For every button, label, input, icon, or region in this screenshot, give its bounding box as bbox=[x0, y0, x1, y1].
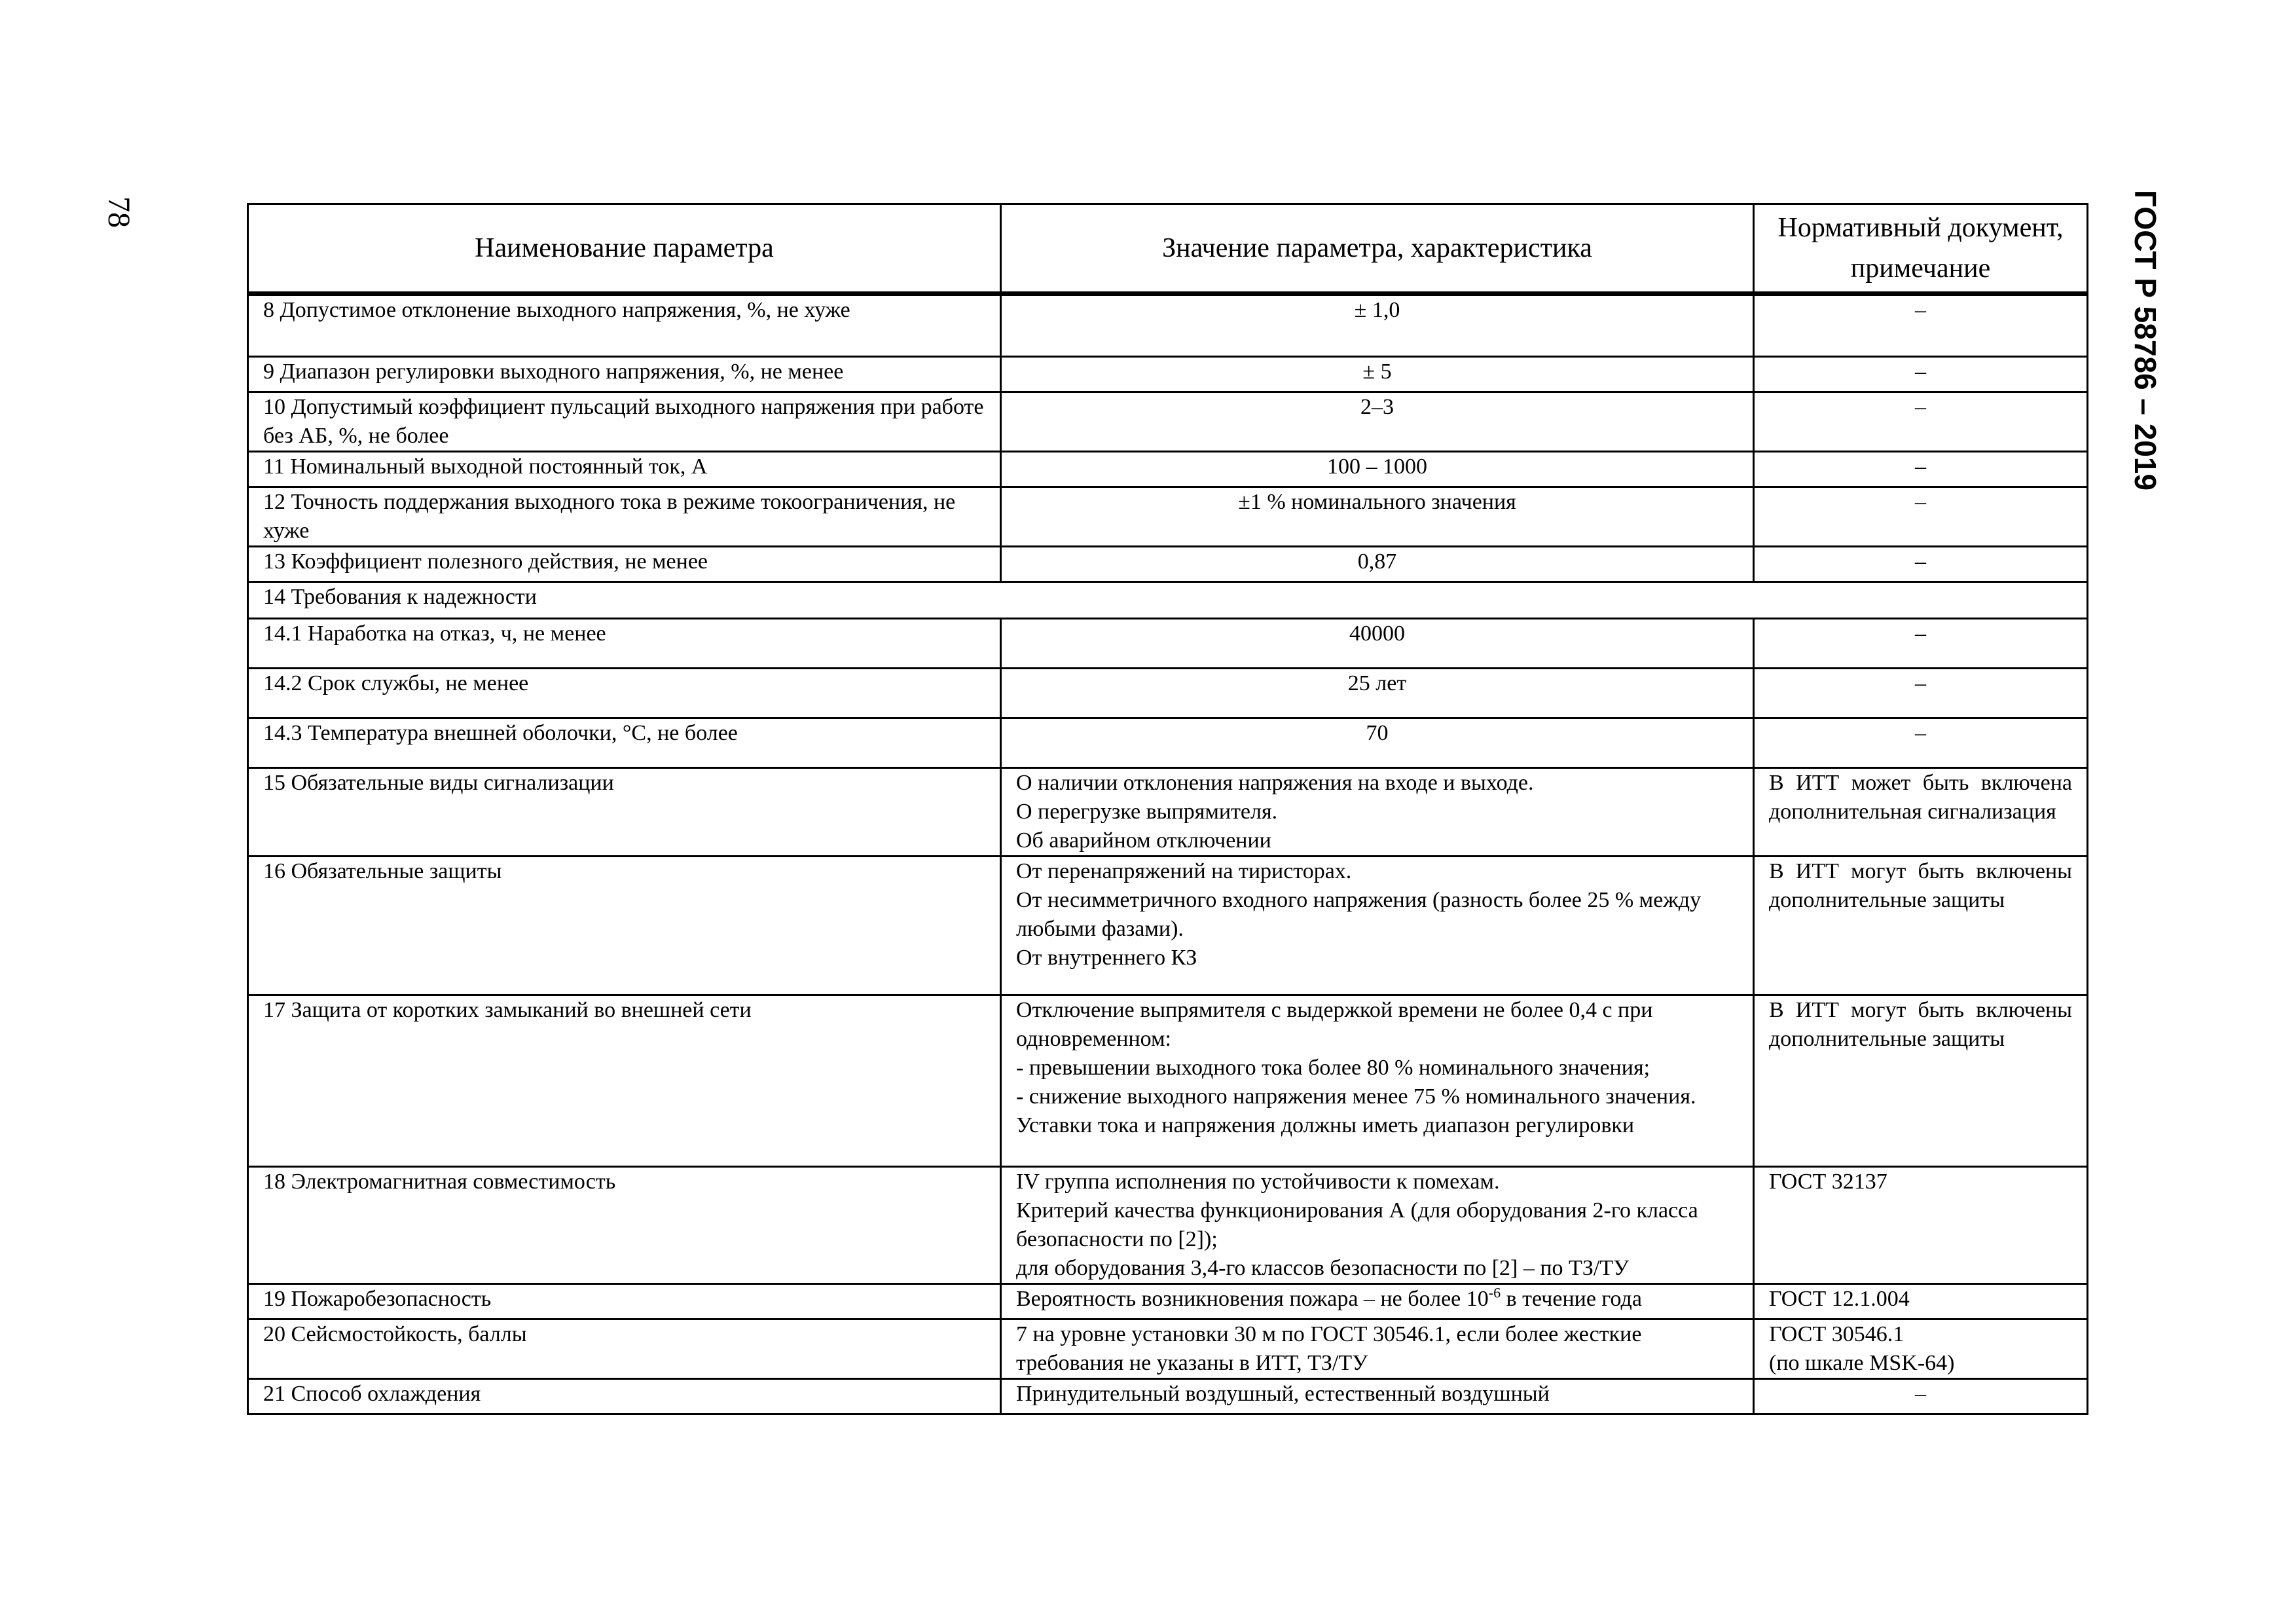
parameter-note: – bbox=[1754, 1379, 2088, 1414]
parameter-note: – bbox=[1754, 547, 2088, 582]
parameter-name: 20 Сейсмостойкость, баллы bbox=[248, 1320, 1001, 1379]
table-row bbox=[248, 547, 2088, 582]
parameter-value: 25 лет bbox=[1001, 669, 1754, 718]
value-line: Критерий качества функционирования А (для оборудования 2-го класса безопасности по [2]); bbox=[1016, 1198, 1698, 1251]
table-row bbox=[248, 452, 2088, 487]
parameter-note: – bbox=[1754, 718, 2088, 768]
parameter-note: В ИТТ могут быть включены дополнительные защиты bbox=[1754, 995, 2088, 1167]
parameter-value: 70 bbox=[1001, 718, 1754, 768]
value-exponent: -6 bbox=[1488, 1284, 1501, 1301]
section-row bbox=[248, 582, 2088, 619]
parameter-name: 21 Способ охлаждения bbox=[248, 1379, 1001, 1414]
note-line: ГОСТ 30546.1 bbox=[1769, 1322, 1904, 1346]
value-text: Вероятность возникновения пожара – не более 10 bbox=[1016, 1287, 1489, 1311]
parameter-note: В ИТТ может быть включена дополнительная сигнализация bbox=[1754, 768, 2088, 857]
value-line: Отключение выпрямителя с выдержкой времени не более 0,4 с при одновременном: bbox=[1016, 998, 1653, 1051]
page-number: 78 bbox=[101, 196, 136, 228]
table-row bbox=[248, 669, 2088, 718]
parameter-name: 14.2 Срок службы, не менее bbox=[248, 669, 1001, 718]
header-parameter-name: Наименование параметра bbox=[248, 204, 1001, 294]
parameter-value: ±1 % номинального значения bbox=[1001, 487, 1754, 547]
parameter-value: Принудительный воздушный, естественный воздушный bbox=[1001, 1379, 1754, 1414]
parameter-name: 9 Диапазон регулировки выходного напряжения, %, не менее bbox=[248, 357, 1001, 392]
parameter-value: 0,87 bbox=[1001, 547, 1754, 582]
table-row bbox=[248, 294, 2088, 357]
header-parameter-value: Значение параметра, характеристика bbox=[1001, 204, 1754, 294]
value-text-end: в течение года bbox=[1501, 1287, 1642, 1311]
parameter-value: ± 5 bbox=[1001, 357, 1754, 392]
parameters-table bbox=[247, 203, 2088, 1415]
parameter-note: – bbox=[1754, 357, 2088, 392]
parameter-value bbox=[1001, 995, 1754, 1167]
parameter-name: 12 Точность поддержания выходного тока в режиме токоограничения, не хуже bbox=[248, 487, 1001, 547]
parameter-value: 100 – 1000 bbox=[1001, 452, 1754, 487]
parameter-name: 18 Электромагнитная совместимость bbox=[248, 1167, 1001, 1284]
parameter-note: – bbox=[1754, 619, 2088, 669]
value-line: - превышении выходного тока более 80 % номинального значения; bbox=[1016, 1056, 1650, 1080]
section-title: 14 Требования к надежности bbox=[248, 582, 2088, 619]
table-row bbox=[248, 487, 2088, 547]
table-row bbox=[248, 619, 2088, 669]
parameter-note: – bbox=[1754, 294, 2088, 357]
parameter-note bbox=[1754, 1320, 2088, 1379]
parameter-name: 8 Допустимое отклонение выходного напряжения, %, не хуже bbox=[248, 294, 1001, 357]
parameter-name: 11 Номинальный выходной постоянный ток, А bbox=[248, 452, 1001, 487]
value-line: От перенапряжений на тиристорах. bbox=[1016, 859, 1352, 883]
table-row bbox=[248, 768, 2088, 857]
parameter-value: 7 на уровне установки 30 м по ГОСТ 30546.1, если более жесткие требования не указаны в ИТТ, ТЗ/ТУ bbox=[1001, 1320, 1754, 1379]
parameter-name: 13 Коэффициент полезного действия, не менее bbox=[248, 547, 1001, 582]
value-line: О перегрузке выпрямителя. bbox=[1016, 800, 1278, 824]
parameter-name: 15 Обязательные виды сигнализации bbox=[248, 768, 1001, 857]
parameter-name: 14.3 Температура внешней оболочки, °С, не более bbox=[248, 718, 1001, 768]
table-header-row bbox=[248, 204, 2088, 294]
parameter-value: ± 1,0 bbox=[1001, 294, 1754, 357]
table-row bbox=[248, 1284, 2088, 1320]
value-line: От внутреннего КЗ bbox=[1016, 946, 1197, 970]
parameter-value bbox=[1001, 1284, 1754, 1320]
header-normative-document: Нормативный документ, примечание bbox=[1754, 204, 2088, 294]
parameter-value: 2–3 bbox=[1001, 392, 1754, 452]
value-line: О наличии отклонения напряжения на входе и выходе. bbox=[1016, 771, 1534, 795]
table-row bbox=[248, 995, 2088, 1167]
parameter-note: ГОСТ 32137 bbox=[1754, 1167, 2088, 1284]
parameter-note: – bbox=[1754, 669, 2088, 718]
parameter-name: 17 Защита от коротких замыканий во внешней сети bbox=[248, 995, 1001, 1167]
note-line: (по шкале MSK-64) bbox=[1769, 1351, 1955, 1375]
value-line: Уставки тока и напряжения должны иметь диапазон регулировки bbox=[1016, 1113, 1635, 1137]
parameter-value: 40000 bbox=[1001, 619, 1754, 669]
document-code: ГОСТ Р 58786 – 2019 bbox=[2128, 190, 2162, 491]
parameter-value bbox=[1001, 857, 1754, 995]
parameter-note: В ИТТ могут быть включены дополнительные защиты bbox=[1754, 857, 2088, 995]
value-line: От несимметричного входного напряжения (разность более 25 % между любыми фазами). bbox=[1016, 888, 1702, 941]
parameter-name: 10 Допустимый коэффициент пульсаций выходного напряжения при работе без АБ, %, не более bbox=[248, 392, 1001, 452]
table-row bbox=[248, 1320, 2088, 1379]
table-row bbox=[248, 718, 2088, 768]
table-row bbox=[248, 1167, 2088, 1284]
table-row bbox=[248, 392, 2088, 452]
parameter-name: 19 Пожаробезопасность bbox=[248, 1284, 1001, 1320]
table-row bbox=[248, 357, 2088, 392]
value-line: для оборудования 3,4-го классов безопасности по [2] – по ТЗ/ТУ bbox=[1016, 1256, 1630, 1280]
value-line: - снижение выходного напряжения менее 75 % номинального значения. bbox=[1016, 1084, 1696, 1109]
table-row bbox=[248, 857, 2088, 995]
parameter-note: – bbox=[1754, 487, 2088, 547]
parameter-note: – bbox=[1754, 392, 2088, 452]
parameter-note: ГОСТ 12.1.004 bbox=[1754, 1284, 2088, 1320]
parameter-value bbox=[1001, 768, 1754, 857]
value-line: IV группа исполнения по устойчивости к помехам. bbox=[1016, 1170, 1500, 1194]
value-line: Об аварийном отключении bbox=[1016, 828, 1271, 853]
table-row bbox=[248, 1379, 2088, 1414]
parameter-note: – bbox=[1754, 452, 2088, 487]
parameter-value bbox=[1001, 1167, 1754, 1284]
parameter-name: 16 Обязательные защиты bbox=[248, 857, 1001, 995]
parameter-name: 14.1 Наработка на отказ, ч, не менее bbox=[248, 619, 1001, 669]
